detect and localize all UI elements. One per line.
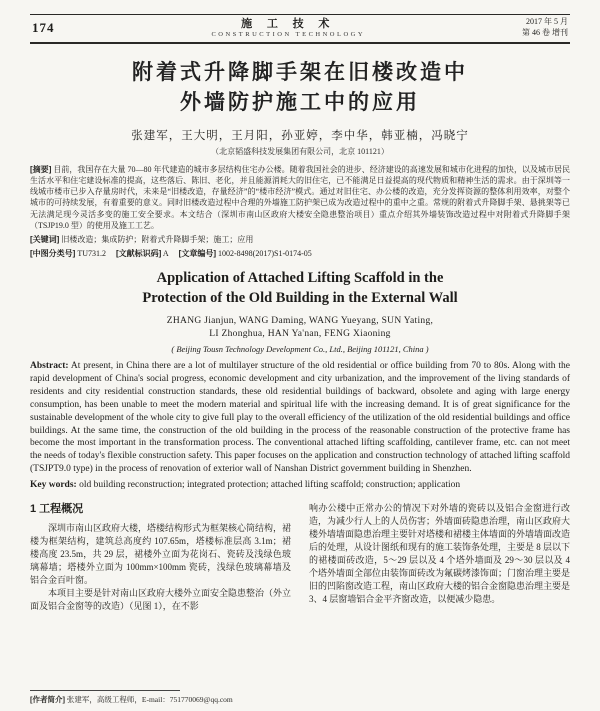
keywords-cn — [30, 234, 570, 245]
journal-title-cn: 施 工 技 术 — [241, 17, 336, 30]
doc-code-value: A — [162, 249, 169, 259]
keywords-text-en: old building reconstruction; integrated protection; attached lifting scaffold; construction; application — [79, 480, 461, 491]
article-id-value: 1002-8498(2017)S1-0174-05 — [218, 249, 312, 259]
body-column-left — [30, 502, 291, 613]
keywords-text-cn: 旧楼改造；集成防护；附着式升降脚手架；施工；应用 — [61, 235, 254, 244]
article-title-en-line2: Protection of the Old Building in the External Wall — [142, 289, 458, 306]
article-title-en — [30, 269, 570, 308]
issue-info — [522, 17, 568, 39]
keywords-label-en: Key words: — [30, 480, 77, 491]
clc-value: TU731.2 — [77, 249, 106, 259]
issue-date: 2017 年 5 月 — [526, 17, 568, 27]
doc-code-label: [文献标识码] — [116, 249, 162, 259]
article-title-cn-line2: 外墙防护施工中的应用 — [180, 91, 420, 115]
body-columns — [30, 502, 570, 613]
section1-paragraph: 深圳市南山区政府大楼，塔楼结构形式为框架核心筒结构，裙楼为框架结构，建筑总高度约 107.65m，塔楼标准层高 3.1m；裙楼高度 23.5m，共 29 层，裙楼外立面为花岗石、瓷砖及浅绿色玻璃幕墙；塔楼外立面为 100mm×100mm 瓷砖，浅绿色玻璃幕墙及铝合金百叶窗。 — [30, 523, 292, 586]
footnote-rule — [30, 690, 180, 691]
section1-paragraph: 本项目主要是针对南山区政府大楼外立面安全隐患整治（外立面及铝合金窗等的改造）（见图 1），在不影 — [30, 588, 292, 612]
abstract-text-en: At present, in China there are a lot of multilayer structure of the old residential or office building from 70 to 80s. Along with the rapid development of China's social progress, economic development and city urbanization, and the improvement of the living standards of residents and city residential construction standards, these old residential buildings of backward, obsolete and aging with large energy consumption, has been unable to meet the modern material and spiritual life with the increasing demand. It is of great significance for the sustainable development of the whole city to give full play to the overall efficiency of the utilization of the old residential buildings and office buildings. At the same time, the construction of the old building in the process of the reasonable construction of the protective frame has become the most important in the transformation process. The conventional attached lifting scaffolding, cantilever frame, etc. can not meet the needs of today's flexible construction safety. This paper focuses on the application and construction technology of attached lifting scaffold (TSJPT9.0 type) in the process of renovation of exterior wall of Nanshan District government building in Shenzhen. — [30, 361, 570, 475]
keywords-en — [30, 479, 570, 492]
authors-cn: 张建军，王大明，王月阳，孙亚婷，李中华，韩亚楠，冯晓宁 — [131, 129, 469, 142]
author-footnote — [30, 690, 330, 705]
abstract-text-cn: 目前，我国存在大量 70—80 年代建造的城市多层结构住宅办公楼。随着我国社会的进步、经济建设的高速发展和城市化进程的加快，以及城市居民生活水平和住宅建设标准的提高，这些落后、陈旧、老化，并且能源消耗大的旧住宅，已不能满足日益提高的现代物质和精神生活的需求。由于深圳等一线城市楼市已步入存量房时代，未来是“旧楼改造，存量经济”的“楼市经济”模式。通过对旧住宅、办公楼的改造，充分发挥资源的整体利用效率，对整个城市的可持续发展，有着重要的意义。同时旧楼改造过程中合理的外墙施工防护架已成为改造过程中的重中之重。常规的附着式升降脚手架、悬挑架等已无法满足现今灵活多变的施工安全要求。本文结合（深圳市南山区政府大楼安全隐患整治项目）重点介绍其外墙装饰改造过程中对附着式升降脚手架（TSJP19.0 型）的使用及施工工艺。 — [30, 164, 570, 230]
authors-en — [30, 315, 570, 343]
journal-title-en: CONSTRUCTION TECHNOLOGY — [211, 30, 366, 38]
affiliation-en: ( Beijing Tousn Technology Development Co., Ltd., Beijing 101121, China ) — [171, 344, 429, 355]
abstract-cn — [30, 164, 570, 231]
keywords-label-cn: [关键词] — [30, 235, 60, 244]
abstract-label-en: Abstract: — [30, 361, 69, 372]
clc-label: [中图分类号] — [30, 249, 76, 259]
article-title-en-line1: Application of Attached Lifting Scaffold in the — [156, 270, 444, 287]
page-number: 174 — [32, 20, 55, 35]
volume-info: 第 46 卷 增刊 — [522, 28, 568, 37]
body-column-right — [309, 502, 570, 613]
authors-en-line1: ZHANG Jianjun, WANG Daming, WANG Yueyang, SUN Yating, — [166, 315, 434, 326]
affiliation-cn: （北京韬盛科技发展集团有限公司，北京 101121） — [211, 146, 389, 156]
footnote-text: 张建军，高级工程师，E-mail：751770069@qq.com — [66, 695, 233, 704]
footnote-label: [作者简介] — [30, 695, 65, 704]
journal-title-block — [211, 18, 365, 38]
abstract-en — [30, 360, 570, 476]
page-header — [30, 14, 570, 44]
classification-line — [30, 248, 570, 259]
section1-paragraph: 响办公楼中正常办公的情况下对外墙的瓷砖以及铝合金窗进行改造，为减少行人上的人员伤害；外墙面砖隐患治理，南山区政府大楼外墙墙面隐患治理主要针对塔楼和裙楼主体墙面的外墙墙面改造后的处理，从设计图纸和现有的施工装饰条处理，主要是 8 层以下的裙楼面砖改造，5～29 层以及 4 个塔外墙面及 29～30 层以及 4 个塔外墙面全部位由装饰面砖改为氟碳烤漆饰面；门窗治理主要是旧的凹陷窗改造工程，南山区政府大楼的铝合金窗隐患治理主要是 3、4 层窗墙铝合金平齐窗改造，以便减少隐患。 — [309, 503, 571, 605]
article-title-cn — [30, 58, 570, 119]
article-id-label: [文章编号] — [178, 249, 216, 259]
abstract-label-cn: [摘要] — [30, 164, 52, 174]
authors-en-line2: LI Zhonghua, HAN Ya'nan, FENG Xiaoning — [209, 329, 391, 340]
article-title-cn-line1: 附着式升降脚手架在旧楼改造中 — [132, 61, 468, 84]
section1-heading: 1 工程概况 — [30, 503, 84, 516]
